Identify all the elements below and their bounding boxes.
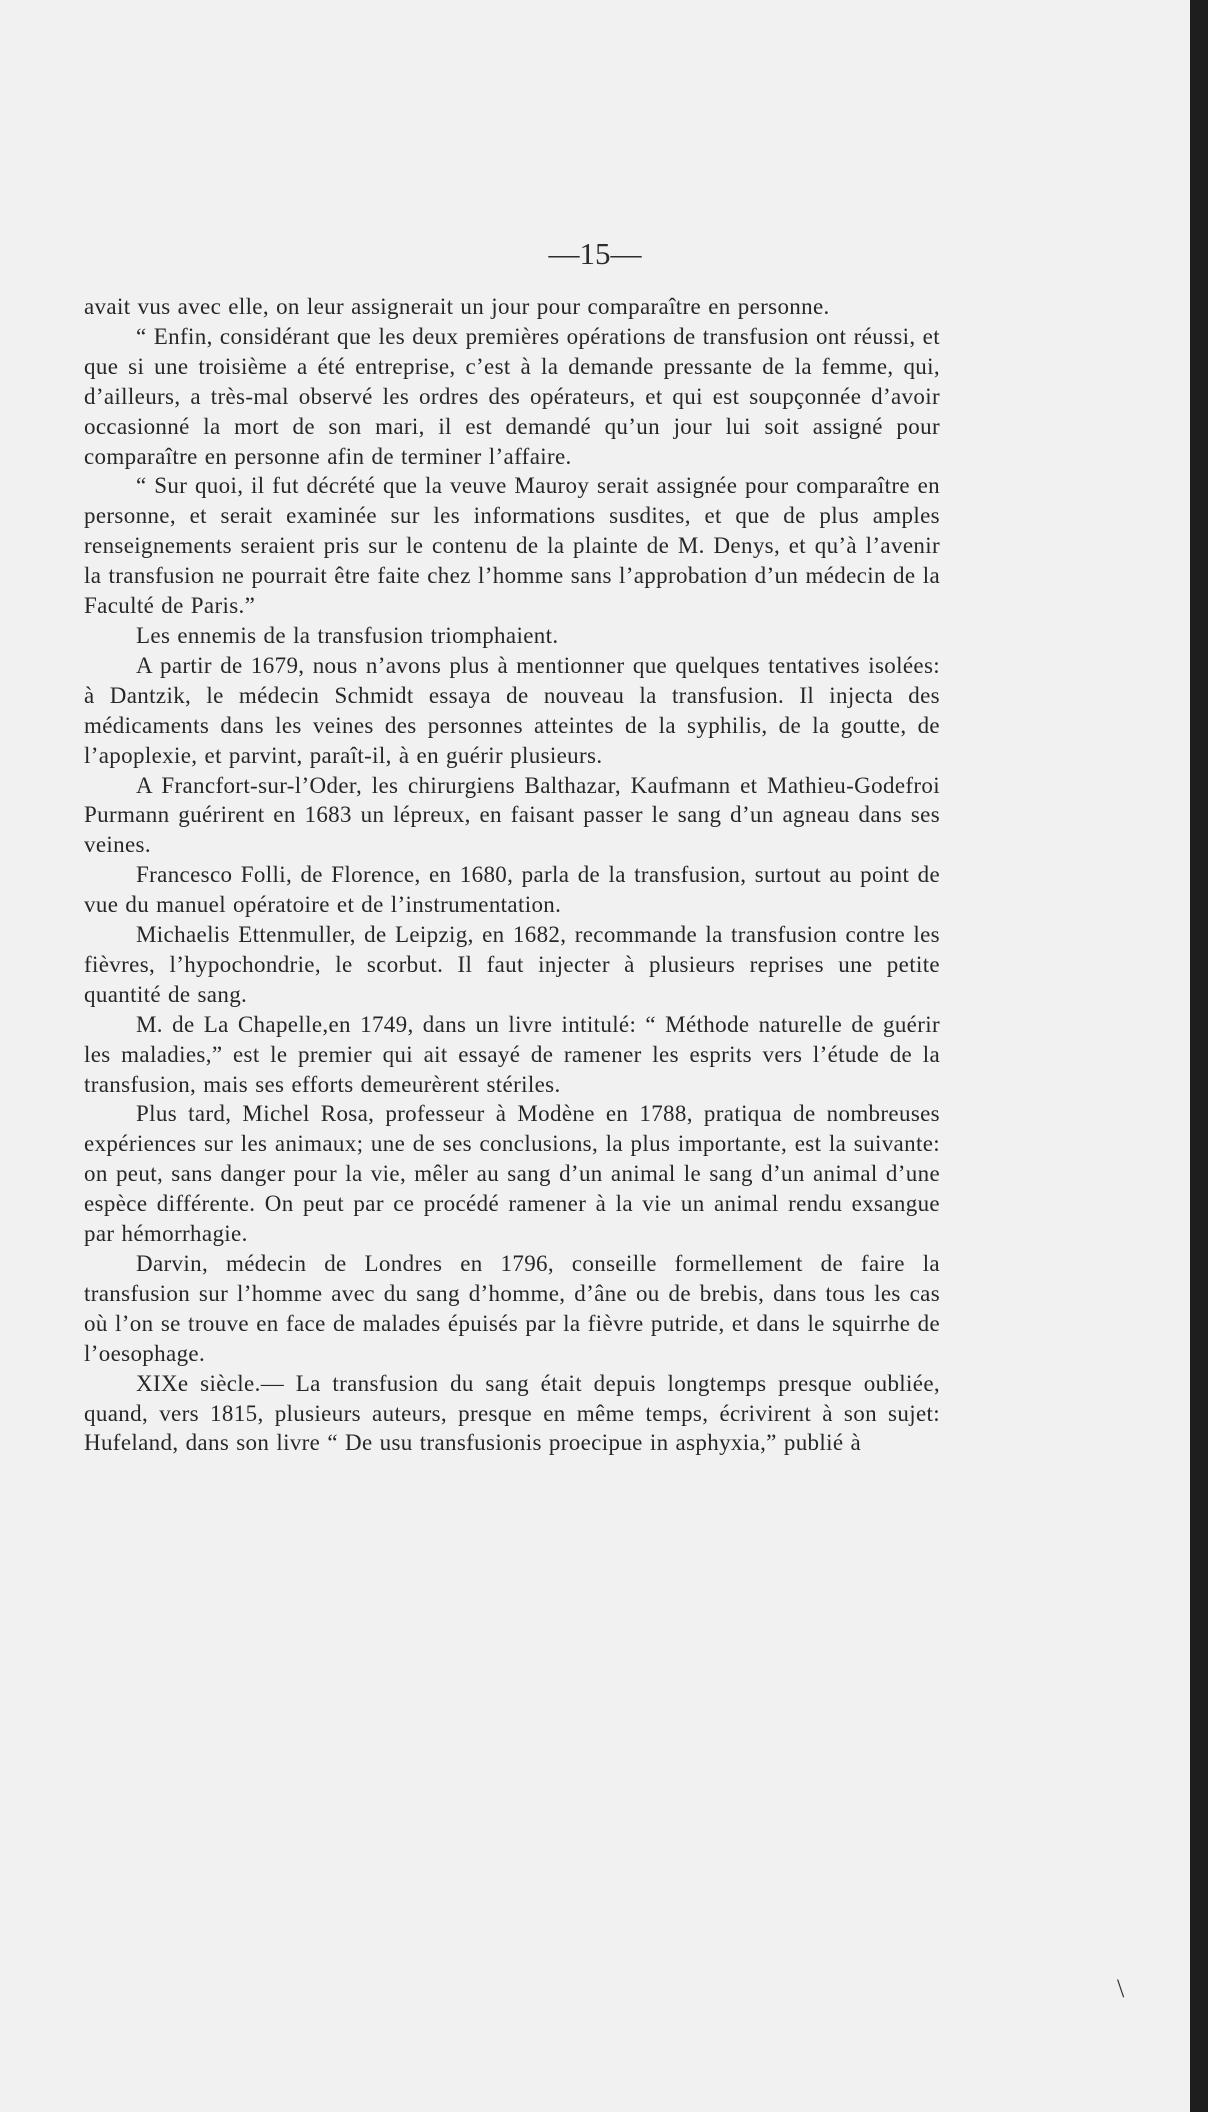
paragraph-4: A partir de 1679, nous n’avons plus à mentionner que quelques tentatives isolées: à Dantzik, le médecin Schmidt essaya de nouveau la transfusion. Il injecta des médicaments dans les veines des personnes atteintes de la syphilis, de la goutte, de l’apoplexie, et parvint, paraît-il, à en guérir plusieurs. (84, 652, 940, 768)
paragraph-1: “ Enfin, considérant que les deux premières opérations de transfusion ont réussi, et que si une troisième a été entreprise, c’est à la demande pressante de la femme, qui, d’ailleurs, a très-mal observé les ordres des opérateurs, et qui est soupçonnée d’avoir occasionné la mort de son mari, il est demandé qu’un jour lui soit assigné pour comparaître en personne afin de terminer l’affaire. (84, 323, 940, 469)
page-number: —15— (548, 236, 642, 271)
paragraph-8: M. de La Chapelle,en 1749, dans un livre intitulé: “ Méthode naturelle de guérir les maladies,” est le premier qui ait essayé de ramener les esprits vers l’étude de la transfusion, mais ses efforts demeurèrent stériles. (84, 1011, 940, 1097)
scan-edge (1190, 0, 1208, 2112)
paragraph-11: XIXe siècle.— La transfusion du sang était depuis longtemps presque oubliée, quand, vers 1815, plusieurs auteurs, presque en même temps, écrivirent à son sujet: Hufeland, dans son livre “ De usu transfusionis proecipue in asphyxia,” publié à (84, 1370, 940, 1456)
paragraph-10: Darvin, médecin de Londres en 1796, conseille formellement de faire la transfusion sur l’homme avec du sang d’homme, d’âne ou de brebis, dans tous les cas où l’on se trouve en face de malades épuisés par la fièvre putride, et dans le squirrhe de l’oesophage. (84, 1251, 940, 1366)
paragraph-3: Les ennemis de la transfusion triomphaient. (136, 622, 559, 648)
paragraph-5: A Francfort-sur-l’Oder, les chirurgiens Balthazar, Kaufmann et Mathieu-Godefroi Purmann guérirent en 1683 un lépreux, en faisant passer le sang d’un agneau dans ses veines. (84, 772, 940, 858)
body-text (84, 292, 940, 1458)
paragraph-7: Michaelis Ettenmuller, de Leipzig, en 1682, recommande la transfusion contre les fièvres, l’hypochondrie, le scorbut. Il faut injecter à plusieurs reprises une petite quantité de sang. (84, 922, 940, 1007)
paragraph-6: Francesco Folli, de Florence, en 1680, parla de la transfusion, surtout au point de vue du manuel opératoire et de l’instrumentation. (84, 862, 940, 918)
paragraph-9: Plus tard, Michel Rosa, professeur à Modène en 1788, pratiqua de nombreuses expériences sur les animaux; une de ses conclusions, la plus importante, est la suivante: on peut, sans danger pour la vie, mêler au sang d’un animal le sang d’un animal d’une espèce différente. On peut par ce procédé ramener à la vie un animal rendu exsangue par hémorrhagie. (84, 1101, 940, 1247)
paragraph-0: avait vus avec elle, on leur assignerait un jour pour comparaître en personne. (84, 294, 830, 319)
corner-mark: \ (1117, 1974, 1125, 2003)
paragraph-2: “ Sur quoi, il fut décrété que la veuve Mauroy serait assignée pour comparaître en personne, et serait examinée sur les informations susdites, et que de plus amples renseignements seraient pris sur le contenu de la plainte de M. Denys, et qu’à l’avenir la transfusion ne pourrait être faite chez l’homme sans l’approbation d’un médecin de la Faculté de Paris.” (84, 473, 940, 619)
